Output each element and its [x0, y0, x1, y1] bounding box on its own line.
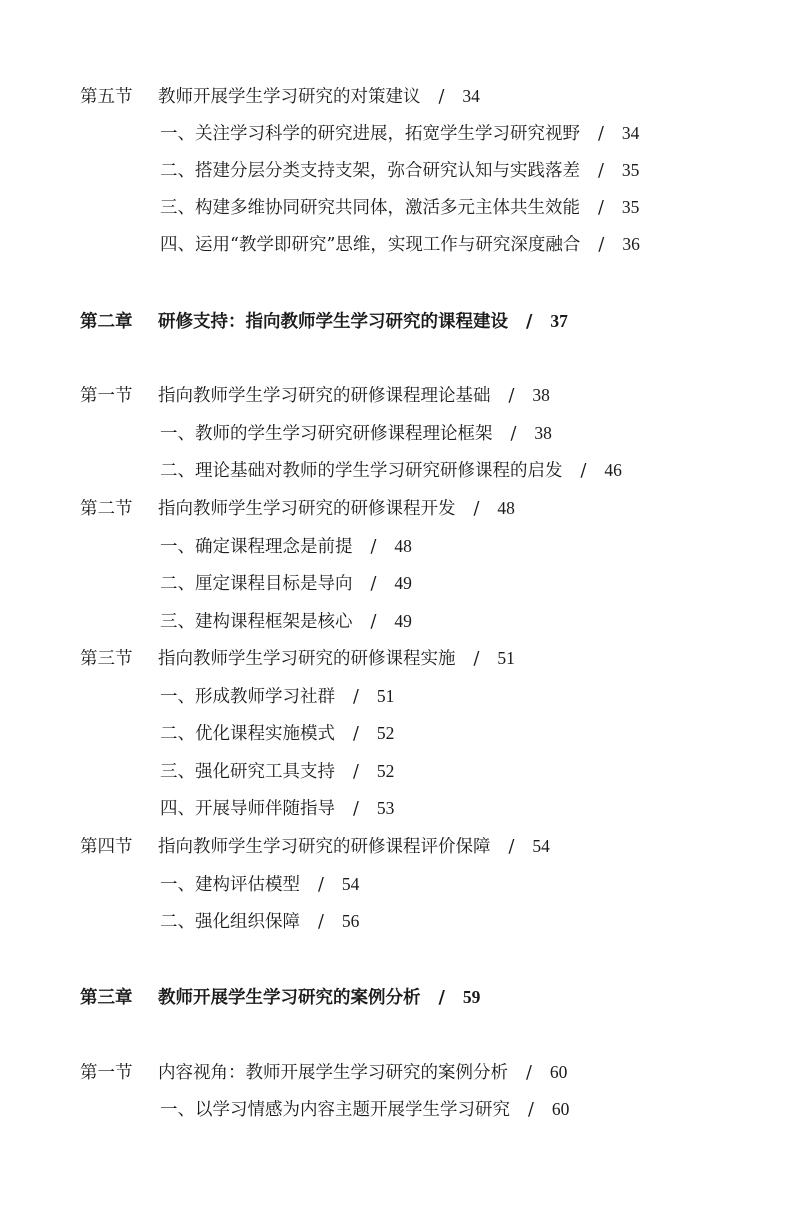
item-title: 三、强化研究工具支持	[160, 762, 335, 782]
page-number: 38	[534, 423, 552, 443]
toc-item	[160, 609, 412, 634]
page-number: 59	[462, 987, 481, 1007]
item-title: 一、教师的学生学习研究研修课程理论框架	[160, 424, 493, 444]
page-number: 54	[532, 836, 550, 856]
page-number: 46	[604, 460, 622, 480]
separator: /	[438, 988, 445, 1008]
item-title: 四、运用“教学即研究”思维，实现工作与研究深度融合	[160, 235, 581, 255]
page-number: 52	[376, 761, 395, 781]
separator: /	[370, 537, 377, 557]
page-number: 53	[376, 798, 395, 818]
section-label: 第一节	[80, 1063, 133, 1083]
toc-item	[160, 195, 639, 220]
separator: /	[473, 499, 480, 519]
page-number: 34	[621, 123, 640, 143]
toc-chapter-2	[80, 309, 568, 334]
toc-item	[160, 872, 359, 897]
item-title: 一、确定课程理念是前提	[160, 537, 353, 557]
page-number: 54	[341, 874, 360, 894]
page-number: 36	[622, 234, 640, 254]
separator: /	[353, 762, 359, 782]
section-label: 第二节	[80, 499, 133, 519]
separator: /	[438, 87, 445, 107]
item-title: 一、形成教师学习社群	[160, 687, 335, 707]
separator: /	[318, 875, 324, 895]
toc-section-4	[80, 834, 550, 859]
toc-section-3	[80, 646, 515, 671]
page-number: 51	[376, 686, 395, 706]
toc-chapter-3	[80, 985, 480, 1010]
page-number: 38	[532, 385, 550, 405]
separator: /	[526, 312, 533, 332]
page-number: 60	[549, 1062, 568, 1082]
separator: /	[353, 687, 359, 707]
section-label: 第五节	[80, 87, 133, 107]
item-title: 二、理论基础对教师的学生学习研究研修课程的启发	[160, 461, 563, 481]
chapter-label: 第三章	[80, 988, 133, 1008]
page-number: 34	[462, 86, 480, 106]
separator: /	[473, 649, 480, 669]
toc-section-2	[80, 496, 515, 521]
separator: /	[353, 799, 359, 819]
separator: /	[510, 424, 517, 444]
toc-item	[160, 909, 359, 934]
separator: /	[598, 198, 604, 218]
item-title: 二、强化组织保障	[160, 912, 300, 932]
section-title: 教师开展学生学习研究的对策建议	[158, 87, 421, 107]
separator: /	[370, 574, 377, 594]
separator: /	[598, 235, 605, 255]
toc-item	[160, 796, 394, 821]
toc-item	[160, 759, 394, 784]
item-title: 二、优化课程实施模式	[160, 724, 335, 744]
separator: /	[508, 837, 515, 857]
separator: /	[353, 724, 359, 744]
section-title: 指向教师学生学习研究的研修课程理论基础	[158, 386, 491, 406]
item-title: 一、以学习情感为内容主题开展学生学习研究	[160, 1100, 510, 1120]
toc-section-5	[80, 84, 480, 109]
toc-item	[160, 232, 640, 257]
separator: /	[580, 461, 587, 481]
toc-item	[160, 684, 394, 709]
section-label: 第四节	[80, 837, 133, 857]
item-title: 三、构建多维协同研究共同体，激活多元主体共生效能	[160, 198, 580, 218]
item-title: 二、厘定课程目标是导向	[160, 574, 353, 594]
section-title: 内容视角：教师开展学生学习研究的案例分析	[158, 1063, 508, 1083]
separator: /	[598, 124, 604, 144]
separator: /	[370, 612, 377, 632]
page-number: 48	[497, 498, 515, 518]
separator: /	[318, 912, 324, 932]
section-label: 第三节	[80, 649, 133, 669]
item-title: 四、开展导师伴随指导	[160, 799, 335, 819]
section-title: 指向教师学生学习研究的研修课程开发	[158, 499, 456, 519]
separator: /	[526, 1063, 532, 1083]
toc-item	[160, 121, 639, 146]
page-number: 49	[394, 611, 412, 631]
page-number: 35	[621, 197, 640, 217]
chapter-label: 第二章	[80, 312, 133, 332]
item-title: 一、建构评估模型	[160, 875, 300, 895]
toc-item	[160, 571, 412, 596]
toc-item	[160, 1097, 569, 1122]
toc-item	[160, 421, 552, 446]
item-title: 三、建构课程框架是核心	[160, 612, 353, 632]
section-title: 指向教师学生学习研究的研修课程评价保障	[158, 837, 491, 857]
chapter-title: 研修支持：指向教师学生学习研究的课程建设	[158, 312, 508, 332]
item-title: 一、关注学习科学的研究进展，拓宽学生学习研究视野	[160, 124, 580, 144]
separator: /	[528, 1100, 534, 1120]
page-number: 49	[394, 573, 412, 593]
page-number: 56	[341, 911, 360, 931]
toc-item	[160, 458, 622, 483]
toc-section-1	[80, 383, 550, 408]
toc-item	[160, 534, 412, 559]
page-number: 35	[621, 160, 640, 180]
section-label: 第一节	[80, 386, 133, 406]
item-title: 二、搭建分层分类支持支架，弥合研究认知与实践落差	[160, 161, 580, 181]
page-number: 52	[376, 723, 395, 743]
page-number: 60	[551, 1099, 570, 1119]
page-number: 48	[394, 536, 412, 556]
chapter-title: 教师开展学生学习研究的案例分析	[158, 988, 421, 1008]
toc-section-1	[80, 1060, 567, 1085]
section-title: 指向教师学生学习研究的研修课程实施	[158, 649, 456, 669]
page-number: 51	[497, 648, 515, 668]
separator: /	[508, 386, 515, 406]
separator: /	[598, 161, 604, 181]
toc-item	[160, 158, 639, 183]
toc-item	[160, 721, 394, 746]
page-number: 37	[550, 311, 568, 331]
